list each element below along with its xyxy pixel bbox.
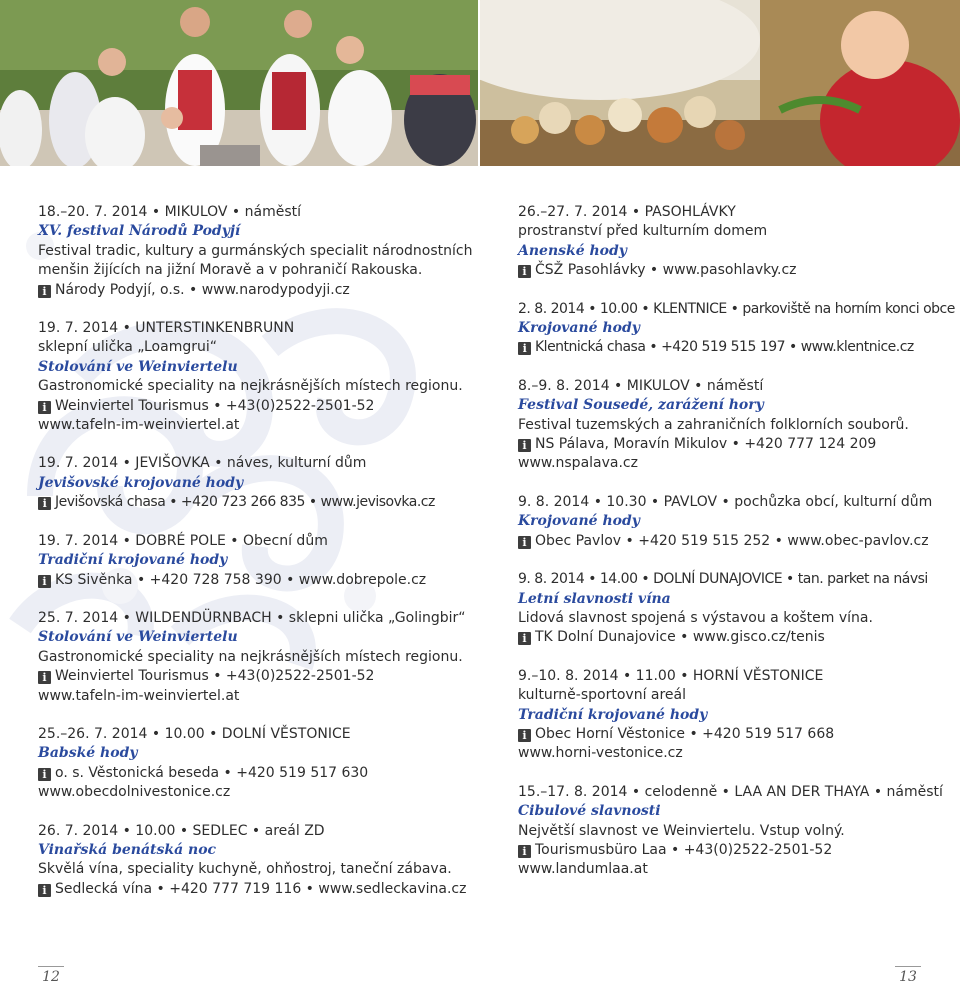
event-contact xyxy=(518,532,938,551)
event-entry xyxy=(518,377,938,474)
event-contact-text: Jevišovská chasa • +420 723 266 835 • www.jevisovka.cz xyxy=(55,494,435,511)
event-contact xyxy=(38,397,458,416)
event-title: Stolování ve Weinviertelu xyxy=(38,629,238,646)
event-contact xyxy=(38,571,458,590)
event-title: Krojované hody xyxy=(518,513,640,530)
event-contact-text: Klentnická chasa • +420 519 515 197 • www.klentnice.cz xyxy=(535,339,914,356)
info-icon: i xyxy=(518,342,531,355)
event-detail: kulturně-sportovní areál xyxy=(518,687,687,704)
event-entry xyxy=(38,319,463,435)
event-contact-text: KS Sivěnka • +420 728 758 390 • www.dobrepole.cz xyxy=(55,571,427,588)
event-detail: Největší slavnost ve Weinviertelu. Vstup volný. xyxy=(518,822,845,839)
event-detail: Festival tuzemských a zahraničních folklorních souborů. xyxy=(518,416,909,433)
event-title: Vinařská benátská noc xyxy=(38,841,217,858)
event-detail: sklepní ulička „Loamgrui“ xyxy=(38,339,217,356)
event-detail: 18.–20. 7. 2014 • MIKULOV • náměstí xyxy=(38,204,302,220)
event-contact-text: Weinviertel Tourismus • +43(0)2522-2501-52 xyxy=(55,397,375,414)
event-contact xyxy=(38,281,458,300)
event-title: Anenské hody xyxy=(518,242,627,259)
event-title: Letní slavnosti vína xyxy=(518,590,671,607)
event-contact xyxy=(518,261,938,280)
event-contact xyxy=(38,880,467,899)
event-title: XV. festival Národů Podyjí xyxy=(38,223,241,240)
info-icon: i xyxy=(38,401,51,414)
event-contact-text: Tourismusbüro Laa • +43(0)2522-2501-52 xyxy=(535,841,833,858)
event-title: Cibulové slavnosti xyxy=(518,803,661,820)
info-icon: i xyxy=(38,285,51,298)
child-with-onions-photo xyxy=(480,0,960,166)
event-title: Tradiční krojované hody xyxy=(38,552,228,569)
event-entry xyxy=(518,300,955,358)
info-icon: i xyxy=(518,845,531,858)
event-title: Jevišovské krojované hody xyxy=(38,474,244,491)
event-detail: www.landumlaa.at xyxy=(518,861,648,878)
event-entry xyxy=(38,725,458,803)
event-title: Babské hody xyxy=(38,745,138,762)
info-icon: i xyxy=(518,632,531,645)
event-title: Krojované hody xyxy=(518,320,640,337)
event-detail: www.nspalava.cz xyxy=(518,455,638,472)
right-events-column xyxy=(518,203,955,899)
event-title: Tradiční krojované hody xyxy=(518,706,708,723)
event-contact-text: Obec Pavlov • +420 519 515 252 • www.obec-pavlov.cz xyxy=(535,532,929,549)
event-contact-text: ČSŽ Pasohlávky • www.pasohlavky.cz xyxy=(535,262,797,279)
event-contact xyxy=(518,338,938,357)
info-icon: i xyxy=(518,439,531,452)
event-detail: Gastronomické speciality na nejkrásnějších místech regionu. xyxy=(38,378,463,395)
event-detail: www.tafeln-im-weinviertel.at xyxy=(38,417,240,434)
event-detail: 25.–26. 7. 2014 • 10.00 • DOLNÍ VĚSTONICE xyxy=(38,725,351,742)
folk-costume-photo xyxy=(0,0,478,166)
event-entry xyxy=(38,822,467,900)
event-detail: 26.–27. 7. 2014 • PASOHLÁVKY xyxy=(518,204,736,220)
event-detail: 26. 7. 2014 • 10.00 • SEDLEC • areál ZD xyxy=(38,822,325,839)
event-detail: 15.–17. 8. 2014 • celodenně • LAA AN DER THAYA • náměstí xyxy=(518,783,943,800)
event-entry xyxy=(518,667,938,764)
event-detail: www.obecdolnivestonice.cz xyxy=(38,784,231,801)
header-photo-strip xyxy=(0,0,960,166)
event-contact-text: Sedlecká vína • +420 777 719 116 • www.sedleckavina.cz xyxy=(55,880,467,897)
page-number-left: 12 xyxy=(38,966,64,985)
event-detail: 9. 8. 2014 • 14.00 • DOLNÍ DUNAJOVICE • tan. parket na návsi xyxy=(518,571,928,588)
event-contact-text: Weinviertel Tourismus • +43(0)2522-2501-52 xyxy=(55,668,375,685)
event-detail: 2. 8. 2014 • 10.00 • KLENTNICE • parkoviště na horním konci obce xyxy=(518,300,955,317)
event-detail: 19. 7. 2014 • UNTERSTINKENBRUNN xyxy=(38,320,295,337)
info-icon: i xyxy=(38,575,51,588)
info-icon: i xyxy=(38,768,51,781)
event-contact xyxy=(518,435,938,454)
event-detail: Gastronomické speciality na nejkrásnějších místech regionu. xyxy=(38,648,463,665)
event-detail: 19. 7. 2014 • JEVIŠOVKA • náves, kulturní dům xyxy=(38,455,367,472)
event-detail: Festival tradic, kultury a gurmánských specialit národnostních xyxy=(38,242,473,259)
event-contact xyxy=(38,764,458,783)
event-detail: www.tafeln-im-weinviertel.at xyxy=(38,687,240,704)
event-entry xyxy=(518,493,938,551)
event-contact xyxy=(38,493,458,512)
event-detail: 9.–10. 8. 2014 • 11.00 • HORNÍ VĚSTONICE xyxy=(518,667,824,684)
event-contact-text: TK Dolní Dunajovice • www.gisco.cz/tenis xyxy=(535,629,825,646)
event-title: Festival Sousedé, zarážení hory xyxy=(518,397,764,414)
info-icon: i xyxy=(38,884,51,897)
left-events-column xyxy=(38,203,473,918)
event-detail: www.horni-vestonice.cz xyxy=(518,745,683,762)
page-number-right: 13 xyxy=(895,966,921,985)
event-entry xyxy=(38,454,458,512)
event-entry xyxy=(518,203,938,281)
event-detail: menšin žijících na jižní Moravě a v pohraničí Rakouska. xyxy=(38,262,423,279)
event-contact xyxy=(518,628,938,647)
event-detail: 8.–9. 8. 2014 • MIKULOV • náměstí xyxy=(518,377,764,394)
event-entry xyxy=(518,570,938,648)
event-title: Stolování ve Weinviertelu xyxy=(38,358,238,375)
event-entry xyxy=(518,783,943,880)
event-entry xyxy=(38,532,458,590)
info-icon: i xyxy=(518,536,531,549)
event-contact-text: Národy Podyjí, o.s. • www.narodypodyji.cz xyxy=(55,281,350,298)
event-detail: prostranství před kulturním domem xyxy=(518,223,768,240)
event-contact xyxy=(38,667,458,686)
info-icon: i xyxy=(518,265,531,278)
event-detail: 19. 7. 2014 • DOBRÉ POLE • Obecní dům xyxy=(38,532,328,549)
event-detail: Lidová slavnost spojená s výstavou a koštem vína. xyxy=(518,609,873,626)
info-icon: i xyxy=(38,671,51,684)
event-entry xyxy=(38,609,466,706)
event-detail: 25. 7. 2014 • WILDENDÜRNBACH • sklepni ulička „Golingbir“ xyxy=(38,609,466,626)
event-contact xyxy=(518,725,938,744)
event-contact-text: o. s. Věstonická beseda • +420 519 517 630 xyxy=(55,764,369,781)
info-icon: i xyxy=(38,497,51,510)
event-detail: Skvělá vína, speciality kuchyně, ohňostroj, taneční zábava. xyxy=(38,861,452,878)
event-contact-text: Obec Horní Věstonice • +420 519 517 668 xyxy=(535,725,835,742)
event-contact-text: NS Pálava, Moravín Mikulov • +420 777 124 209 xyxy=(535,436,877,453)
event-detail: 9. 8. 2014 • 10.30 • PAVLOV • pochůzka obcí, kulturní dům xyxy=(518,493,933,510)
event-entry xyxy=(38,203,473,300)
event-contact xyxy=(518,841,938,860)
info-icon: i xyxy=(518,729,531,742)
